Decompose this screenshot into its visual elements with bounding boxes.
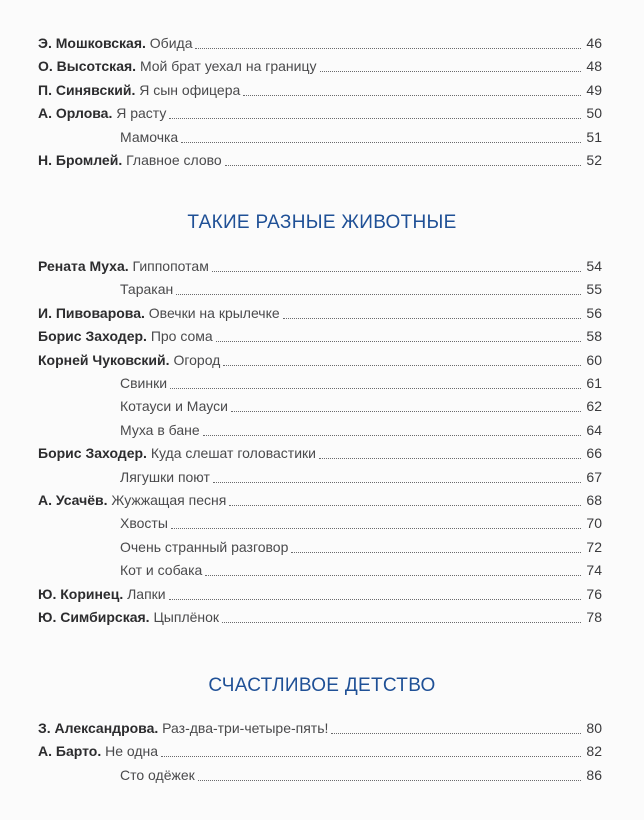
toc-title: Не одна [105, 743, 159, 760]
toc-entry[interactable] [38, 31, 602, 55]
toc-page-number: 61 [586, 375, 602, 391]
toc-title: Муха в бане [120, 421, 200, 438]
toc-title: Про сома [150, 328, 213, 345]
toc-entry[interactable] [38, 54, 602, 78]
toc-title: Жужжащая песня [111, 492, 227, 508]
toc-author: Н. Бромлей. [38, 152, 123, 168]
toc-page-number: 46 [586, 35, 602, 51]
toc-author: И. Пивоварова. [38, 304, 145, 321]
toc-page-number: 68 [586, 492, 602, 508]
toc-author: Э. Мошковская. [38, 35, 146, 51]
toc-page-number: 50 [586, 105, 602, 122]
dot-leader [198, 780, 581, 781]
toc-author: А. Орлова. [38, 105, 113, 122]
toc-entry[interactable] [38, 739, 602, 763]
dot-leader [169, 118, 581, 119]
dot-leader [331, 733, 581, 734]
dot-leader [212, 271, 581, 272]
toc-title: Хвосты [120, 515, 168, 532]
dot-leader [225, 165, 581, 166]
toc-author: Рената Муха. [38, 258, 129, 274]
toc-title: Куда слешат головастики [150, 445, 316, 462]
toc-title: Сто одёжек [120, 766, 195, 783]
dot-leader [213, 482, 581, 483]
toc-page-number: 52 [586, 152, 602, 168]
toc-entry[interactable] [38, 254, 602, 278]
toc-entry[interactable] [38, 535, 602, 559]
toc-author: Борис Заходер. [38, 445, 147, 462]
toc-entry[interactable] [38, 716, 602, 740]
toc-title: Лягушки поют [120, 468, 210, 485]
toc-entry[interactable] [38, 465, 602, 489]
toc-page-number: 62 [586, 398, 602, 415]
toc-entry[interactable] [38, 348, 602, 372]
toc-page-number: 74 [586, 562, 602, 579]
dot-leader [229, 505, 581, 506]
toc-entry[interactable] [38, 418, 602, 442]
dot-leader [205, 575, 581, 576]
toc-title: Цыплёнок [153, 609, 220, 625]
toc-author: П. Синявский. [38, 81, 136, 98]
toc-entry[interactable] [38, 488, 602, 512]
toc-entry[interactable] [38, 511, 602, 535]
dot-leader [181, 142, 581, 143]
toc-entry[interactable] [38, 605, 602, 629]
toc-page-number: 64 [586, 421, 602, 438]
toc-entry[interactable] [38, 394, 602, 418]
toc-title: Котауси и Мауси [120, 398, 228, 415]
dot-leader [320, 71, 581, 72]
toc-author: О. Высотская. [38, 58, 137, 75]
dot-leader [216, 341, 581, 342]
toc-entry[interactable] [38, 101, 602, 125]
toc-title: Я расту [116, 105, 167, 122]
toc-entry[interactable] [38, 558, 602, 582]
toc-entry[interactable] [38, 148, 602, 172]
dot-leader [161, 756, 581, 757]
toc-page-number: 58 [586, 328, 602, 345]
toc-author: А. Барто. [38, 743, 102, 760]
toc-title: Таракан [120, 281, 174, 298]
dot-leader [169, 599, 581, 600]
toc-title: Кот и собака [120, 562, 203, 579]
dot-leader [319, 458, 581, 459]
dot-leader [283, 318, 581, 319]
dot-leader [195, 48, 581, 49]
toc-entry[interactable] [38, 582, 602, 606]
toc-page-number: 72 [586, 538, 602, 555]
dot-leader [223, 365, 581, 366]
toc-page-number: 70 [586, 515, 602, 532]
toc-entry[interactable] [38, 277, 602, 301]
toc-title: Я сын офицера [139, 81, 241, 98]
toc-page-number: 51 [586, 128, 602, 145]
toc-author: Ю. Коринец. [38, 585, 124, 602]
toc-page-number: 48 [586, 58, 602, 75]
toc-page-number: 67 [586, 468, 602, 485]
dot-leader [171, 528, 581, 529]
toc-entry[interactable] [38, 301, 602, 325]
toc-page-number: 82 [586, 743, 602, 760]
toc-title: Главное слово [126, 152, 222, 168]
dot-leader [222, 622, 581, 623]
toc-title: Овечки на крылечке [148, 304, 280, 321]
section-heading: ТАКИЕ РАЗНЫЕ ЖИВОТНЫЕ [187, 212, 457, 233]
toc-title: Мой брат уехал на границу [139, 58, 317, 75]
dot-leader [176, 294, 581, 295]
toc-title: Мамочка [120, 128, 179, 145]
dot-leader [231, 411, 581, 412]
toc-page-number: 86 [586, 766, 602, 783]
dot-leader [243, 95, 581, 96]
toc-author: З. Александрова. [38, 720, 159, 736]
dot-leader [170, 388, 581, 389]
toc-title: Очень странный разговор [120, 538, 289, 555]
dot-leader [291, 552, 581, 553]
toc-page-number: 76 [586, 585, 602, 602]
toc-entry[interactable] [38, 324, 602, 348]
toc-page-number: 49 [586, 81, 602, 98]
toc-entry[interactable] [38, 125, 602, 149]
toc-page-number: 55 [586, 281, 602, 298]
toc-page-number: 60 [586, 351, 602, 368]
toc-title: Свинки [120, 375, 168, 391]
toc-entry[interactable] [38, 763, 602, 787]
section-heading: СЧАСТЛИВОЕ ДЕТСТВО [208, 675, 436, 696]
toc-page-number: 78 [586, 609, 602, 625]
toc-author: Ю. Симбирская. [38, 609, 150, 625]
toc-page-number: 80 [586, 720, 602, 736]
toc-author: А. Усачёв. [38, 492, 108, 508]
toc-title: Огород [173, 351, 221, 368]
dot-leader [203, 435, 581, 436]
toc-page-number: 66 [586, 445, 602, 462]
toc-author: Борис Заходер. [38, 328, 147, 345]
toc-page-number: 54 [586, 258, 602, 274]
toc-title: Обида [149, 35, 193, 51]
toc-entry[interactable] [38, 78, 602, 102]
toc-entry[interactable] [38, 371, 602, 395]
toc-title: Лапки [127, 585, 166, 602]
toc-title: Раз-два-три-четыре-пять! [162, 720, 329, 736]
toc-title: Гиппопотам [132, 258, 209, 274]
toc-author: Корней Чуковский. [38, 351, 170, 368]
toc-page-number: 56 [586, 304, 602, 321]
toc-entry[interactable] [38, 441, 602, 465]
